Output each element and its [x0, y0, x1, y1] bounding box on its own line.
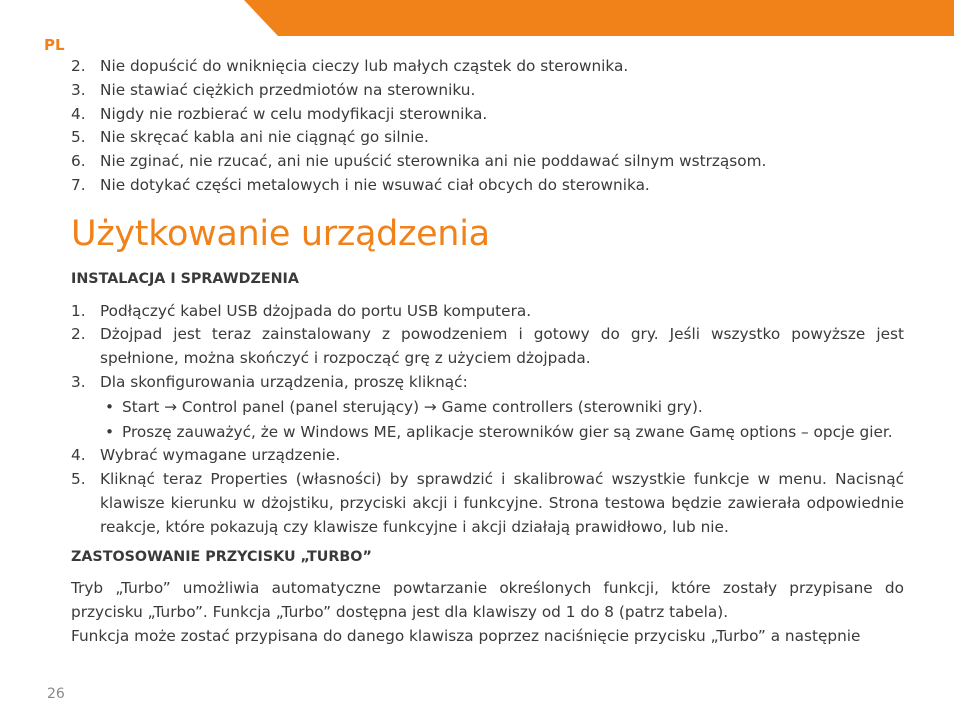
- sub-bullet-item: [71, 421, 904, 445]
- list-text: Nie dotykać części metalowych i nie wsuwać ciał obcych do sterownika.: [100, 175, 650, 194]
- list-number: 5.: [71, 128, 86, 147]
- turbo-paragraph: Tryb „Turbo” umożliwia automatyczne powtarzanie określonych funkcji, które zostały przypisane do przycisku „Turbo”. Funkcja „Turbo” dostępna jest dla klawiszy od 1 do 8 (patrz tabela).: [71, 579, 904, 622]
- list-number: 6.: [71, 152, 86, 171]
- list-item: [71, 300, 904, 324]
- list-number: 1.: [71, 301, 86, 320]
- page-number: 26: [47, 686, 65, 702]
- turbo-paragraph: Funkcja może zostać przypisana do danego klawisza poprzez naciśnięcie przycisku „Turbo” a następnie: [71, 626, 861, 645]
- list-item: [71, 150, 904, 174]
- bullet-marker: •: [105, 397, 115, 416]
- list-text: Nie zginać, nie rzucać, ani nie upuścić sterownika ani nie poddawać silnym wstrząsom.: [100, 152, 767, 171]
- sub-bullet-item: [71, 396, 904, 420]
- install-heading: INSTALACJA I SPRAWDZENIA: [71, 270, 299, 287]
- list-item: [71, 371, 904, 395]
- list-item: [71, 468, 904, 539]
- list-number: 2.: [71, 325, 86, 344]
- list-text: Nie stawiać ciężkich przedmiotów na sterowniku.: [100, 80, 476, 99]
- list-number: 4.: [71, 104, 86, 123]
- list-text: Podłączyć kabel USB dżojpada do portu USB komputera.: [100, 301, 532, 320]
- list-number: 3.: [71, 80, 86, 99]
- list-text: Dla skonfigurowania urządzenia, proszę kliknąć:: [100, 372, 468, 391]
- bullet-marker: •: [105, 422, 115, 441]
- list-number: 3.: [71, 372, 86, 391]
- list-item: [71, 79, 904, 103]
- list-number: 4.: [71, 446, 86, 465]
- list-number: 2.: [71, 57, 86, 75]
- list-text: Wybrać wymagane urządzenie.: [100, 446, 341, 465]
- list-text: Nie dopuścić do wniknięcia cieczy lub małych cząstek do sterownika.: [100, 57, 629, 75]
- list-text: Dżojpad jest teraz zainstalowany z powodzeniem i gotowy do gry. Jeśli wszystko powyższe jest spełnione, można skończyć i rozpocząć grę z użyciem dżojpada.: [100, 325, 904, 368]
- list-text: Nigdy nie rozbierać w celu modyfikacji sterownika.: [100, 104, 488, 123]
- list-number: 7.: [71, 175, 86, 194]
- list-item: [71, 103, 904, 127]
- list-text: Nie skręcać kabla ani nie ciągnąć go silnie.: [100, 128, 429, 147]
- list-number: 5.: [71, 470, 86, 489]
- language-label: PL: [44, 36, 65, 54]
- page-content: [71, 55, 904, 649]
- list-item: [71, 323, 904, 371]
- turbo-heading: ZASTOSOWANIE PRZYCISKU „TURBO”: [71, 548, 372, 565]
- header-banner: [244, 0, 954, 36]
- install-list: [71, 300, 904, 540]
- list-item: [71, 444, 904, 468]
- list-item: [71, 174, 904, 198]
- sub-bullet-text: Proszę zauważyć, że w Windows ME, aplikacje sterowników gier są zwane Gamę options – opcje gier.: [122, 422, 893, 441]
- list-text: Kliknąć teraz Properties (własności) by sprawdzić i skalibrować wszystkie funkcje w menu. Nacisnąć klawisze kierunku w dżojstiku, przyciski akcji i funkcyjne. Strona testowa będzie zawierała odpowiednie reakcje, które pokazują czy klawisze funkcyjne i akcji działają prawidłowo, lub nie.: [100, 470, 904, 536]
- safety-list: [71, 55, 904, 198]
- sub-bullet-text: Start → Control panel (panel sterujący) → Game controllers (sterowniki gry).: [122, 397, 703, 416]
- section-title: Użytkowanie urządzenia: [71, 213, 490, 254]
- list-item: [71, 126, 904, 150]
- list-item: [71, 55, 904, 79]
